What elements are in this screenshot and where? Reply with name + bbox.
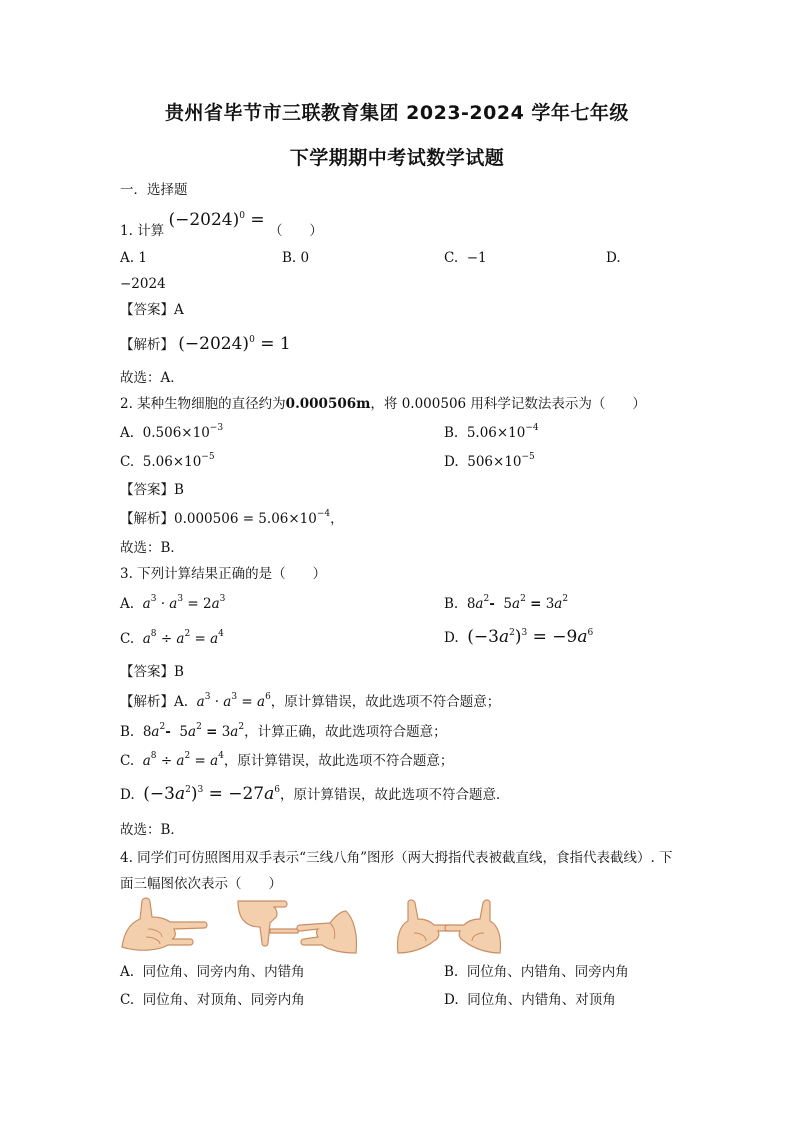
q4-option-c: C. 同位角、对顶角、同旁内角 [120,992,305,1008]
q1-analysis: 【解析】 $(-2024)^0 = 1$ [120,334,291,354]
hands-figure-2 [234,897,360,955]
q1-option-a: A. 1 [120,250,147,266]
q1-conclusion: 故选：A． [120,370,184,386]
q3-stem: 3. 下列计算结果正确的是（ ） [120,566,327,582]
q1-option-d-letter: D. [606,250,621,266]
q1-option-b: B. 0 [282,250,310,266]
q3-analysis-c: C. $a^8 \div a^2 = a^4$，原计算错误，故此选项不符合题意； [120,751,454,769]
q4-option-b: B. 同位角、内错角、同旁内角 [444,964,629,980]
hands-figure-3 [394,897,504,955]
q3-conclusion: 故选：B． [120,822,184,838]
q2-option-c: C. $5.06\times 10^{-5}$ [120,452,215,470]
q2-answer: 【答案】B [120,482,184,498]
q4-option-a: A. 同位角、同旁内角、内错角 [120,964,305,980]
q3-analysis-a: 【解析】A. $a^3 \cdot a^3 = a^6$，原计算错误，故此选项不符合题意； [120,692,501,710]
q3-analysis-d: D. $(-3a^2)^3 = -27a^6$，原计算错误，故此选项不符合题意． [120,784,510,804]
q2-option-a: A. $0.506\times 10^{-3}$ [120,423,224,441]
q4-option-d: D. 同位角、内错角、对顶角 [444,992,616,1008]
q3-analysis-b: B. $8a^2-$ $5a^2 = 3a^2$，计算正确，故此选项符合题意； [120,722,447,740]
q3-option-b: B. $8a^2-$ $5a^2 = 3a^2$ [444,594,569,612]
q1-answer: 【答案】A [120,302,184,318]
q2-analysis: 【解析】$0.000506 = 5.06\times 10^{-4}$， [120,509,344,527]
q1-stem: 1. 计算 $(-2024)^0$ = （ ） [120,210,323,239]
title-line-1: 贵州省毕节市三联教育集团 2023-2024 学年七年级 [165,102,629,124]
q3-answer: 【答案】B [120,664,184,680]
q3-option-c: C. $a^8 \div a^2 = a^4$ [120,629,224,647]
q4-stem-line-1: 4. 同学们可仿照图用双手表示“三线八角”图形（两大拇指代表被截直线，食指代表截线）. 下 [120,850,673,866]
hands-figure-1 [118,897,210,953]
title-line-2: 下学期期中考试数学试题 [289,147,505,169]
q1-option-d-text: −2024 [120,276,166,292]
q4-stem-line-2: 面三幅图依次表示（ ） [120,876,282,892]
q3-option-d: D. $(-3a^2)^3 = -9a^6$ [444,627,594,647]
q2-option-b: B. $5.06\times 10^{-4}$ [444,423,539,441]
q2-stem: 2. 某种生物细胞的直径约为0.000506m，将 0.000506 用科学记数法表示为（ ） [120,396,646,412]
q2-conclusion: 故选：B． [120,540,184,556]
q3-option-a: A. $a^3 \cdot a^3 = 2a^3$ [120,594,226,612]
q1-option-c: C. −1 [444,250,487,266]
section-heading: 一．选择题 [120,182,188,198]
q2-option-d: D. $506\times 10^{-5}$ [444,452,535,470]
